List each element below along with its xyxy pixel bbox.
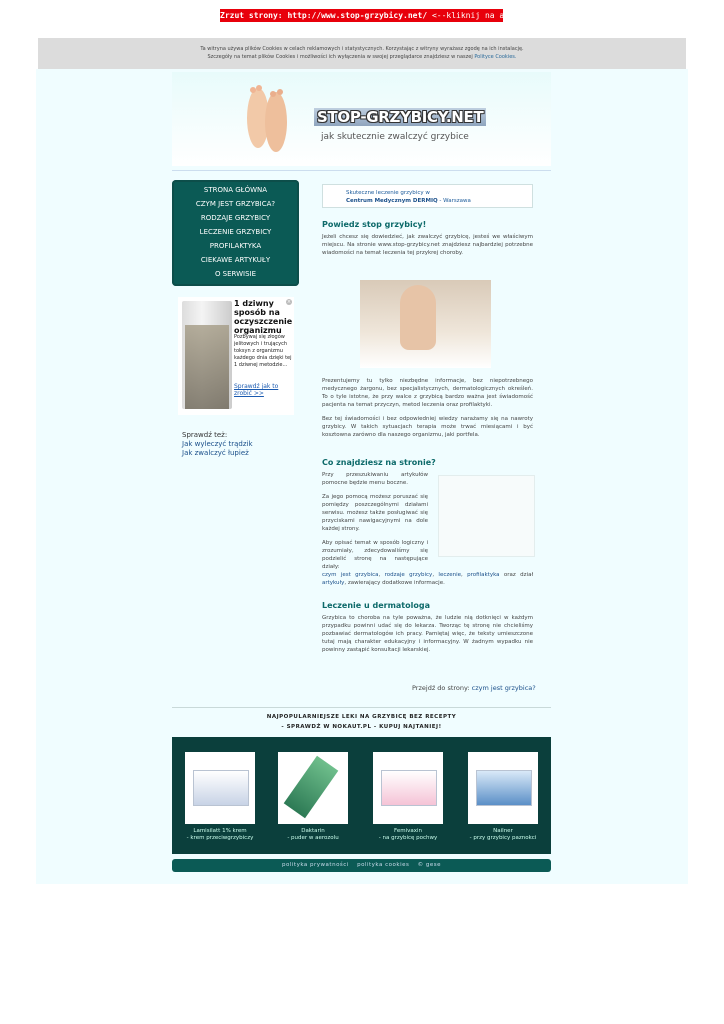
site-tagline: jak skutecznie zwalczyć grzybice	[321, 132, 469, 142]
product-caption-nailner[interactable]: Nailner - przy grzybicy paznokci	[469, 828, 537, 841]
section2-paragraph-3: Aby opisać temat w sposób logiczny i zrozumiały, zdecydowaliśmy się podzielić stronę na następujące działy:	[322, 540, 428, 570]
infobox-line-2: Centrum Medycznym DERMIQ - Warszawa	[346, 198, 471, 204]
nailner-box-icon	[476, 770, 532, 806]
product-image-lamisilatt[interactable]	[185, 752, 255, 824]
feet-logo-image	[236, 82, 296, 158]
section-dermatologist	[322, 602, 533, 660]
banner-url[interactable]: http://www.stop-grzybicy.net/	[287, 11, 428, 20]
next-page-label: Przejdź do strony:	[412, 684, 470, 692]
intro-paragraph-1: Jeżeli chcesz się dowiedzieć, jak zwalczyć grzybicę, jesteś we właściwym miejscu. Na stronie www.stop-grzybicy.net znajdziesz najbardziej potrzebne wiadomości na temat leczenia tej przykrej choroby.	[322, 234, 533, 256]
see-also-label: Sprawdź też:	[182, 431, 228, 439]
promo-line-1: NAJPOPULARNIEJSZE LEKI NA GRZYBICĘ BEZ RECEPTY	[266, 714, 457, 720]
next-page-link[interactable]: czym jest grzybica?	[471, 684, 536, 692]
daktarin-spray-icon	[284, 756, 339, 818]
footer-copyright: © gese	[417, 862, 441, 868]
footer-privacy-link[interactable]: polityka prywatności	[282, 862, 349, 868]
section2-side-box	[438, 475, 535, 557]
link-prevention[interactable]: profilaktyka	[467, 572, 500, 578]
section2-heading: Co znajdziesz na stronie?	[322, 458, 436, 467]
cookie-line-2: Szczegóły na temat plików Cookies i możliwości ich wyłączenia w swojej przeglądarce znajdziesz w naszej Polityce Cookies.	[207, 54, 517, 60]
section3-paragraph: Grzybica to choroba na tyle poważna, że ludzie nią dotknięci w każdym przypadku powinni udać się do lekarza. Tworząc tę stronę nie chcieliśmy pozbawiać dermatologów ich pracy. Pamiętaj więc, że teksty umieszczone tutaj mają charakter edukacyjny i informacyjny. W żadnym wypadku nie powinny zastąpić konsultacji lekarskiej.	[322, 615, 533, 653]
ad-title[interactable]: 1 dziwny sposób na oczyszczenie organizmu	[234, 299, 293, 335]
femivaxin-box-icon	[381, 770, 437, 806]
product-caption-daktarin[interactable]: Daktarin - puder w aerozolu	[287, 828, 339, 841]
screenshot-url-banner[interactable]	[220, 9, 534, 22]
header-divider	[172, 170, 551, 171]
product-image-femivaxin[interactable]	[373, 752, 443, 824]
ad-text: Pozbywaj się złogów jelitowych i trujących toksyn z organizmu każdego dnia dzięki tej 1 dziwnej metodzie...	[234, 334, 292, 368]
footer-cookies-link[interactable]: polityka cookies	[357, 862, 410, 868]
promo-divider	[172, 707, 551, 708]
ad-close-icon[interactable]: ×	[286, 299, 292, 305]
next-page-nav	[412, 684, 536, 692]
banner-prefix: Zrzut strony:	[220, 11, 283, 20]
dermiq-infobox[interactable]	[322, 184, 533, 208]
link-types[interactable]: rodzaje grzybicy	[384, 572, 433, 578]
intro-paragraph-2: Prezentujemy tu tylko niezbędne informacje, bez niepotrzebnego medycznego żargonu, bez specjalistycznych, dermatologicznych określeń. To o tyle istotne, że przy walce z grzybicą bardzo ważna jest świadomość pacjenta na temat przyczyn, metod leczenia oraz profilaktyki.	[322, 378, 533, 408]
section3-heading: Leczenie u dermatologa	[322, 601, 430, 610]
section2-column	[322, 471, 428, 571]
cookie-policy-link[interactable]: Polityce Cookies.	[474, 54, 517, 60]
menu-item-what-is[interactable]: CZYM JEST GRZYBICA?	[195, 200, 276, 208]
menu-item-home[interactable]: STRONA GŁÓWNA	[203, 186, 268, 194]
promo-line-2: - SPRAWDŹ W NOKAUT.PL - KUPUJ NAJTANIEJ!	[281, 724, 442, 730]
section2-links: czym jest grzybica, rodzaje grzybicy, leczenie, profilaktyka oraz dział artykuły, zawierający dodatkowe informacje.	[322, 572, 534, 586]
product-image-nailner[interactable]	[468, 752, 538, 824]
infobox-line-1: Skuteczne leczenie grzybicy w	[346, 190, 430, 196]
site-logo[interactable]: STOP-GRZYBICY.NET	[314, 108, 486, 126]
products-strip	[172, 737, 551, 854]
product-caption-femivaxin[interactable]: Femivaxin - na grzybicę pochwy	[378, 828, 438, 841]
menu-item-prevention[interactable]: PROFILAKTYKA	[209, 242, 262, 250]
menu-item-about[interactable]: O SERWISIE	[214, 270, 257, 278]
product-caption-lamisilatt[interactable]: Lamisilatt 1% krem - krem przeciwgrzybiczy	[186, 828, 254, 841]
see-also-link-dandruff[interactable]: Jak zwalczyć łupież	[182, 449, 249, 457]
link-what-is[interactable]: czym jest grzybica	[322, 572, 379, 578]
lamisilatt-box-icon	[193, 770, 249, 806]
site-footer	[172, 859, 551, 872]
see-also-link-acne[interactable]: Jak wyleczyć trądzik	[182, 440, 253, 448]
section2-paragraph-2: Za jego pomocą możesz poruszać się pomiędzy poszczególnymi działami serwisu. możesz także posługiwać się przyciskami nawigacyjnymi na dole każdej strony.	[322, 494, 428, 532]
ad-glass-image	[182, 301, 232, 409]
cookie-line-1: Ta witryna używa plików Cookies w celach reklamowych i statystycznych. Korzystając z witryny wyrażasz zgodę na ich instalację.	[200, 46, 524, 52]
section-what-you-find	[322, 459, 533, 593]
sidebar-ad[interactable]	[178, 297, 294, 415]
ad-link[interactable]: Sprawdź jak to zrobić >>	[234, 383, 279, 397]
menu-item-types[interactable]: RODZAJE GRZYBICY	[200, 214, 271, 222]
link-articles[interactable]: artykuły	[322, 580, 345, 586]
feet-on-mat-image	[360, 280, 491, 368]
intro-heading: Powiedz stop grzybicy!	[322, 220, 427, 229]
see-also-box	[182, 431, 253, 458]
main-menu	[172, 180, 299, 286]
link-treatment[interactable]: leczenie	[438, 572, 462, 578]
menu-item-articles[interactable]: CIEKAWE ARTYKUŁY	[200, 256, 271, 264]
banner-hint: <--kliknij na adresie	[431, 11, 534, 20]
product-image-daktarin[interactable]	[278, 752, 348, 824]
promo-heading[interactable]	[172, 712, 551, 732]
intro-paragraph-3: Bez tej świadomości i bez odpowiedniej wiedzy narażamy się na nawroty grzybicy. W takich sytuacjach terapia może trwać miesiącami i być kosztowna zarówno dla naszego organizmu, jaki portfela.	[322, 416, 533, 438]
menu-item-treatment[interactable]: LECZENIE GRZYBICY	[199, 228, 272, 236]
cookie-notice	[38, 38, 686, 69]
section2-paragraph-1: Przy przeszukiwaniu artykułów pomocne będzie menu boczne.	[322, 472, 428, 486]
